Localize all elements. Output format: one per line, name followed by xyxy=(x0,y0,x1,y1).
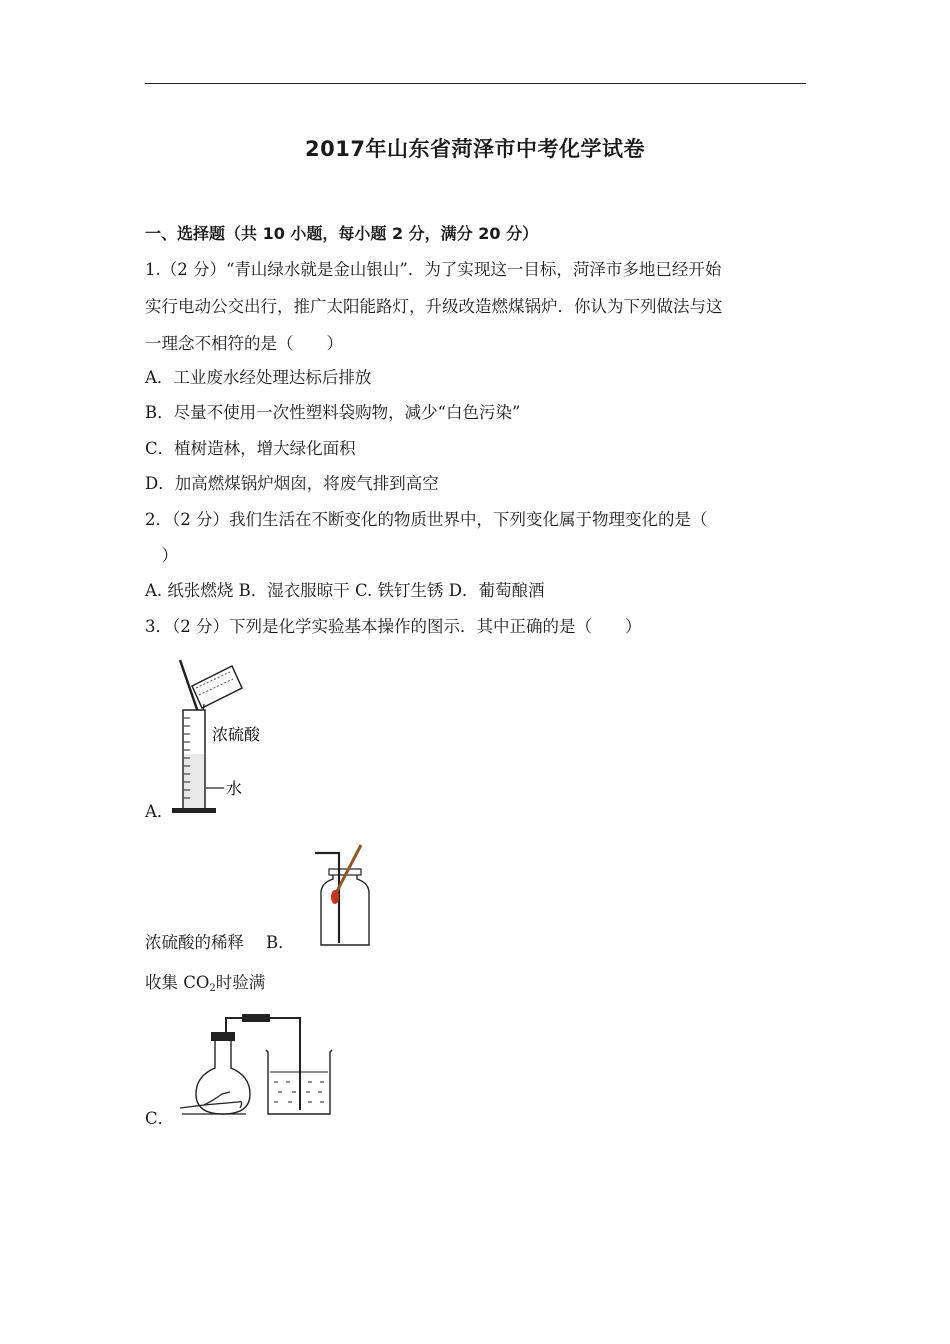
gas-bottle-icon xyxy=(321,869,369,945)
q1-text-line2: 实行电动公交出行，推广太阳能路灯，升级改造燃煤锅炉．你认为下列做法与这 xyxy=(145,297,723,316)
flame-icon xyxy=(331,890,339,904)
q1-option-b: B．尽量不使用一次性塑料袋购物，减少“白色污染” xyxy=(145,403,521,422)
q1-text-line1: 1.（2 分）“青山绿水就是金山银山”．为了实现这一目标，菏泽市多地已经开始 xyxy=(145,260,722,279)
flask-icon xyxy=(196,1032,250,1114)
q2-text-line1: 2．（2 分）我们生活在不断变化的物质世界中，下列变化属于物理变化的是（ xyxy=(145,510,708,529)
q2-text-line2: ） xyxy=(145,546,178,565)
rubber-tube-icon xyxy=(242,1014,270,1022)
q1-text-line3: 一理念不相符的是（ ） xyxy=(145,334,343,353)
page-title: 2017年山东省菏泽市中考化学试卷 xyxy=(305,137,645,161)
figure-b-co2-check xyxy=(305,843,380,951)
header-rule xyxy=(145,83,806,84)
q1-option-c: C．植树造林，增大绿化面积 xyxy=(145,439,356,458)
q3-option-a-caption: 浓硫酸的稀释 B． xyxy=(145,933,295,952)
q1-option-d: D．加高燃煤锅炉烟囱，将废气排到高空 xyxy=(145,474,439,493)
graduated-cylinder-icon xyxy=(172,710,216,813)
q2-options: A. 纸张燃烧 B．湿衣服晾干 C. 铁钉生锈 D．葡萄酿酒 xyxy=(145,581,545,600)
figure-a-acid-dilution xyxy=(170,658,280,816)
q3-option-a-letter: A． xyxy=(145,802,174,821)
section-heading: 一、选择题（共 10 小题，每小题 2 分，满分 20 分） xyxy=(145,224,539,243)
q1-option-a: A．工业废水经处理达标后排放 xyxy=(145,368,372,387)
figure-c-airtightness-check xyxy=(178,1010,338,1120)
q3-text: 3．（2 分）下列是化学实验基本操作的图示．其中正确的是（ ） xyxy=(145,617,642,636)
label-water: 水 xyxy=(226,779,243,798)
label-concentrated-acid: 浓硫酸 xyxy=(212,725,261,744)
beaker-pouring-icon xyxy=(192,666,242,708)
q3-option-c-letter: C． xyxy=(145,1109,175,1128)
q3-option-b-caption: 收集 $CO_2$时验满 xyxy=(145,973,266,994)
